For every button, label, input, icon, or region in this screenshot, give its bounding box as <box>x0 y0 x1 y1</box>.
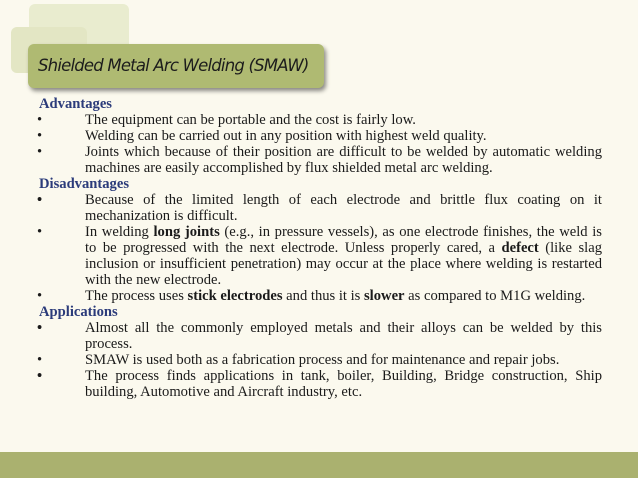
item-text-part: (like slag inclusion or insufficient penetration) may occur at the place where welding is restarted with the new electrode. <box>85 240 602 288</box>
bullet: • <box>37 368 43 384</box>
footer-band <box>0 452 638 478</box>
list-item <box>39 112 602 128</box>
item-text-part: In welding <box>85 224 154 240</box>
list-item <box>39 352 602 368</box>
item-emphasis: slower <box>364 288 405 304</box>
item-text-part: (e.g., in pressure vessels), as one electrode finishes, the weld is to be progressed with the next electrode. Unless properly cared, a <box>85 224 602 256</box>
item-text-part: as compared to M1G welding. <box>404 288 586 304</box>
item-emphasis: defect <box>501 240 539 256</box>
list-item <box>39 320 602 352</box>
list-item <box>39 368 602 400</box>
list-item <box>39 288 602 304</box>
item-text: Because of the limited length of each electrode and brittle flux coating on it mechanization is difficult. <box>85 192 602 224</box>
item-text: Almost all the commonly employed metals and their alloys can be welded by this process. <box>85 320 602 352</box>
advantages-heading: Advantages <box>39 96 112 112</box>
bullet: • <box>37 288 43 304</box>
item-emphasis: stick electrodes <box>187 288 283 304</box>
bullet: • <box>37 144 43 160</box>
disadvantages-heading: Disadvantages <box>39 176 130 192</box>
item-text: The process finds applications in tank, boiler, Building, Bridge construction, Ship building, Automotive and Aircraft industry, etc. <box>85 368 602 400</box>
item-text: Welding can be carried out in any position with highest weld quality. <box>85 128 487 144</box>
slide-body <box>39 96 602 400</box>
bullet: • <box>37 352 43 368</box>
bullet: • <box>37 320 43 336</box>
slide-title: Shielded Metal Arc Welding (SMAW) <box>38 56 309 75</box>
item-text: The equipment can be portable and the cost is fairly low. <box>85 112 416 128</box>
item-text-part: The process uses <box>85 288 188 304</box>
list-item <box>39 192 602 224</box>
bullet: • <box>37 224 43 240</box>
item-emphasis: long joints <box>153 224 220 240</box>
bullet: • <box>37 128 43 144</box>
item-text: Joints which because of their position are difficult to be welded by automatic welding machines are easily accomplished by flux shielded metal arc welding. <box>85 144 602 176</box>
item-text-part: and thus it is <box>282 288 364 304</box>
list-item <box>39 224 602 288</box>
list-item <box>39 128 602 144</box>
list-item <box>39 144 602 176</box>
applications-heading: Applications <box>39 304 118 320</box>
item-text: SMAW is used both as a fabrication process and for maintenance and repair jobs. <box>85 352 560 368</box>
bullet: • <box>37 112 43 128</box>
bullet: • <box>37 192 43 208</box>
